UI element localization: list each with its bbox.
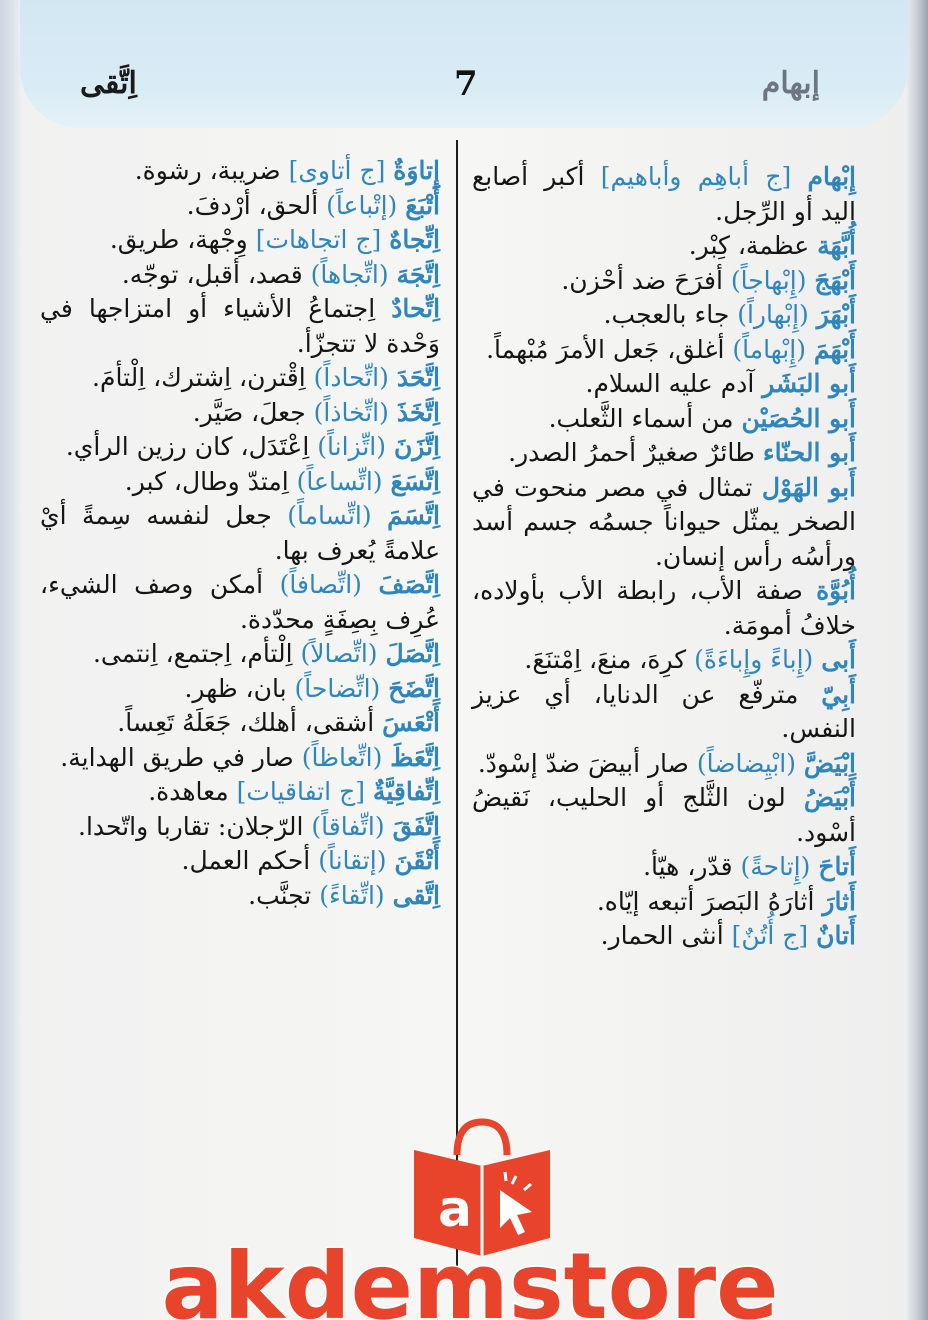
- header-last-entry: اِتَّقى: [80, 66, 137, 101]
- entry-headword: أَتْبَعَ: [405, 190, 440, 220]
- svg-text:a: a: [438, 1180, 472, 1238]
- entry-inflection: (إتقاناً): [318, 846, 387, 875]
- entry-inflection: (اتِّخاذاً): [313, 397, 389, 427]
- entry-inflection: (اتِّضاحاً): [294, 673, 381, 703]
- entry-inflection: (إِتاحةً): [740, 852, 811, 881]
- entry-headword: أَبْهَرَ: [816, 300, 856, 329]
- entry-headword: أُبَّهَة: [817, 231, 856, 260]
- entry-definition: اِلْتأم، اِجتمع، اِنتمى.: [92, 639, 293, 668]
- entry-definition: جاء بالعجب.: [603, 300, 730, 329]
- entry-definition: اِجتماعُ الأشياء أو امتزاجها في وَحْدة لا تتجزّأ.: [40, 294, 440, 358]
- entry-definition: تمثال في مصر منحوت في الصخر يمثّل حيواناً جسمُه جسم أسد ورأسُه رأس إنسان.: [472, 472, 856, 571]
- entry-definition: مترفّع عن الدنايا، أي عزيز النفس.: [472, 679, 856, 743]
- brand-wordmark: akdemstore: [161, 1233, 779, 1320]
- entry-inflection: (إِباءً وإِباءَةً): [694, 645, 814, 674]
- entry-headword: أَبى: [821, 645, 856, 674]
- entry-definition: صار في طريق الهداية.: [60, 742, 294, 772]
- entry-definition: صار أبيضَ ضدّ إسْودّ.: [477, 748, 689, 778]
- entry-definition: أنثى الحمار.: [600, 921, 724, 950]
- entry-inflection: (إِبْهاراً): [737, 300, 809, 329]
- entry-inflection: (إِبْهاجاً): [730, 265, 807, 295]
- page-number: 7: [454, 64, 478, 104]
- entry-definition: آدم عليه السلام.: [585, 369, 755, 398]
- entry-headword: اِتَّسَعَ: [390, 466, 440, 496]
- entry-definition: أغلق، جَعل الأمرَ مُبْهماً.: [486, 334, 725, 364]
- entry-inflection: (اتِّجاهاً): [310, 259, 389, 289]
- entry-headword: أَبو الحُصَيْن: [741, 403, 856, 433]
- entry-inflection: (اتِّساعاً): [296, 466, 383, 496]
- entry-headword: أَبو البَشَر: [762, 369, 856, 398]
- entry-definition: ضريبة، رشوة.: [134, 156, 281, 185]
- entry-definition: تجنَّب.: [248, 880, 312, 910]
- entry-headword: اِتَّصَفَ: [378, 570, 440, 599]
- entry-definition: لون الثَّلج أو الحليب، نَقيضُ أسْود.: [472, 783, 856, 847]
- entry-definition: أكبر أصابع اليد أو الرِّجل.: [472, 162, 856, 226]
- entry-definition: وِجْهة، طريق.: [109, 225, 248, 254]
- entry-inflection: (اتِّساماً): [287, 501, 372, 530]
- entry-headword: أَتْقَنَ: [394, 846, 440, 875]
- entry-inflection: [ج أُتُنٌ]: [731, 921, 809, 950]
- entry-headword: اِتَّسَمَ: [387, 501, 440, 530]
- entry-definition: طائرٌ صغيرٌ أحمرُ الصدر.: [508, 438, 755, 467]
- entry-headword: أَبو الحنّاء: [762, 438, 856, 467]
- entry-definition: من أسماء الثَّعلب.: [548, 403, 734, 433]
- entry-headword: أَبْهَمَ: [813, 334, 856, 364]
- entry-headword: أَبْهَجَ: [814, 265, 856, 295]
- entry-headword: اِتَّقى: [392, 880, 440, 910]
- entry-inflection: (اتِّصافاً): [279, 570, 362, 599]
- entry-definition: معاهدة.: [148, 777, 229, 806]
- entry-definition: أمكن وصف الشيء، عُرِف بِصِفَةٍ محدّدة.: [40, 570, 440, 634]
- entry-headword: أَتْعَسَ: [382, 708, 440, 737]
- header-first-entry: إبهام: [761, 66, 820, 101]
- entry-definition: اِقْترن، اِشترك، اِلْتأمَ.: [92, 363, 306, 392]
- entry-definition: الرّجلان: تقاربا واتّحدا.: [78, 811, 304, 841]
- entry-headword: أُبُوَّة: [816, 576, 856, 605]
- entry-definition: أحكم العمل.: [181, 846, 311, 875]
- entry-inflection: (اتِّحاداً): [313, 363, 389, 392]
- entry-headword: اِتِّجاهٌ: [389, 225, 440, 254]
- entry-definition: أثارَهُ البَصرَ أتبعه إيّاه.: [596, 886, 815, 916]
- entry-headword: اِتِّفاقِيَّةٌ: [372, 777, 440, 806]
- entry-headword: اِتَّصَلَ: [385, 639, 440, 668]
- entry-inflection: (اتِّصالاً): [300, 639, 378, 668]
- entry-headword: اِتَّجَهَ: [396, 259, 440, 289]
- entry-definition: قدّر، هيّأ.: [643, 852, 733, 881]
- entry-definition: عظمة، كِبْر.: [688, 231, 810, 260]
- entry-headword: أَتانٌ: [816, 921, 856, 950]
- entry-headword: اِتَّضَحَ: [388, 673, 440, 703]
- entry-definition: بان، ظهر.: [184, 673, 287, 703]
- entry-inflection: (اتِّقاءً): [319, 880, 385, 910]
- entry-inflection: (إِبْهاماً): [732, 334, 806, 364]
- entry-definition: جعلَ، صَيَّر.: [192, 397, 306, 427]
- entry-inflection: [ج أتاوى]: [288, 156, 386, 185]
- entry-headword: اِتَّحَدَ: [396, 363, 440, 392]
- entry-inflection: (اتِّفاقاً): [311, 811, 385, 841]
- entry-definition: أشقى، أهلك، جَعَلَهُ تَعِساً.: [117, 708, 375, 737]
- entry-definition: جعل لنفسه سِمةً أيْ علامةً يُعرف بها.: [40, 501, 440, 565]
- entry-inflection: [ج اتفاقيات]: [236, 777, 365, 806]
- entry-headword: أَبِيّ: [821, 679, 856, 709]
- entry-headword: اِتِّحادٌ: [391, 294, 441, 323]
- entry-headword: اِتَّفَقَ: [392, 811, 440, 841]
- entry-headword: اِتَّعَظَ: [390, 742, 440, 772]
- entry-headword: إِتاوَةٌ: [393, 156, 440, 185]
- entry-headword: أَبو الهَوْل: [761, 472, 856, 502]
- entry-inflection: [ج اتجاهات]: [255, 225, 382, 254]
- entry-definition: كرِهَ، منعَ، اِمْتنَعَ.: [524, 645, 687, 674]
- entry-definition: صفة الأب، رابطة الأب بأولاده، خلافُ أمومَة.: [472, 576, 856, 640]
- entry-headword: اِبْيَضَّ: [803, 748, 856, 778]
- entry-definition: اِمتدّ وطال، كبر.: [124, 466, 289, 496]
- entry-inflection: (ابْيِضاضاً): [696, 748, 796, 778]
- entry-headword: أَتاحَ: [818, 852, 856, 881]
- entry-headword: اِتَّزَنَ: [393, 432, 440, 461]
- entry-headword: أَبْيَضُ: [803, 783, 856, 812]
- entry-inflection: (اتِّزاناً): [317, 432, 386, 461]
- entry-inflection: (إتْباعاً): [326, 190, 398, 220]
- entry-headword: اِتَّخَذَ: [396, 397, 440, 427]
- entry-definition: أفرَحَ ضد أحْزن.: [561, 265, 723, 295]
- entry-headword: أَثارَ: [822, 886, 856, 916]
- entry-definition: ألحق، أرْدفَ.: [186, 190, 319, 220]
- entry-definition: قصد، أقبل، توجّه.: [121, 259, 303, 289]
- entry-definition: اِعْتَدَل، كان رزين الرأي.: [65, 432, 310, 461]
- entry-headword: إِبْهام: [807, 162, 857, 191]
- entry-inflection: [ج أباهِم وأباهيم]: [600, 162, 792, 191]
- entry-inflection: (اتِّعاظاً): [301, 742, 383, 772]
